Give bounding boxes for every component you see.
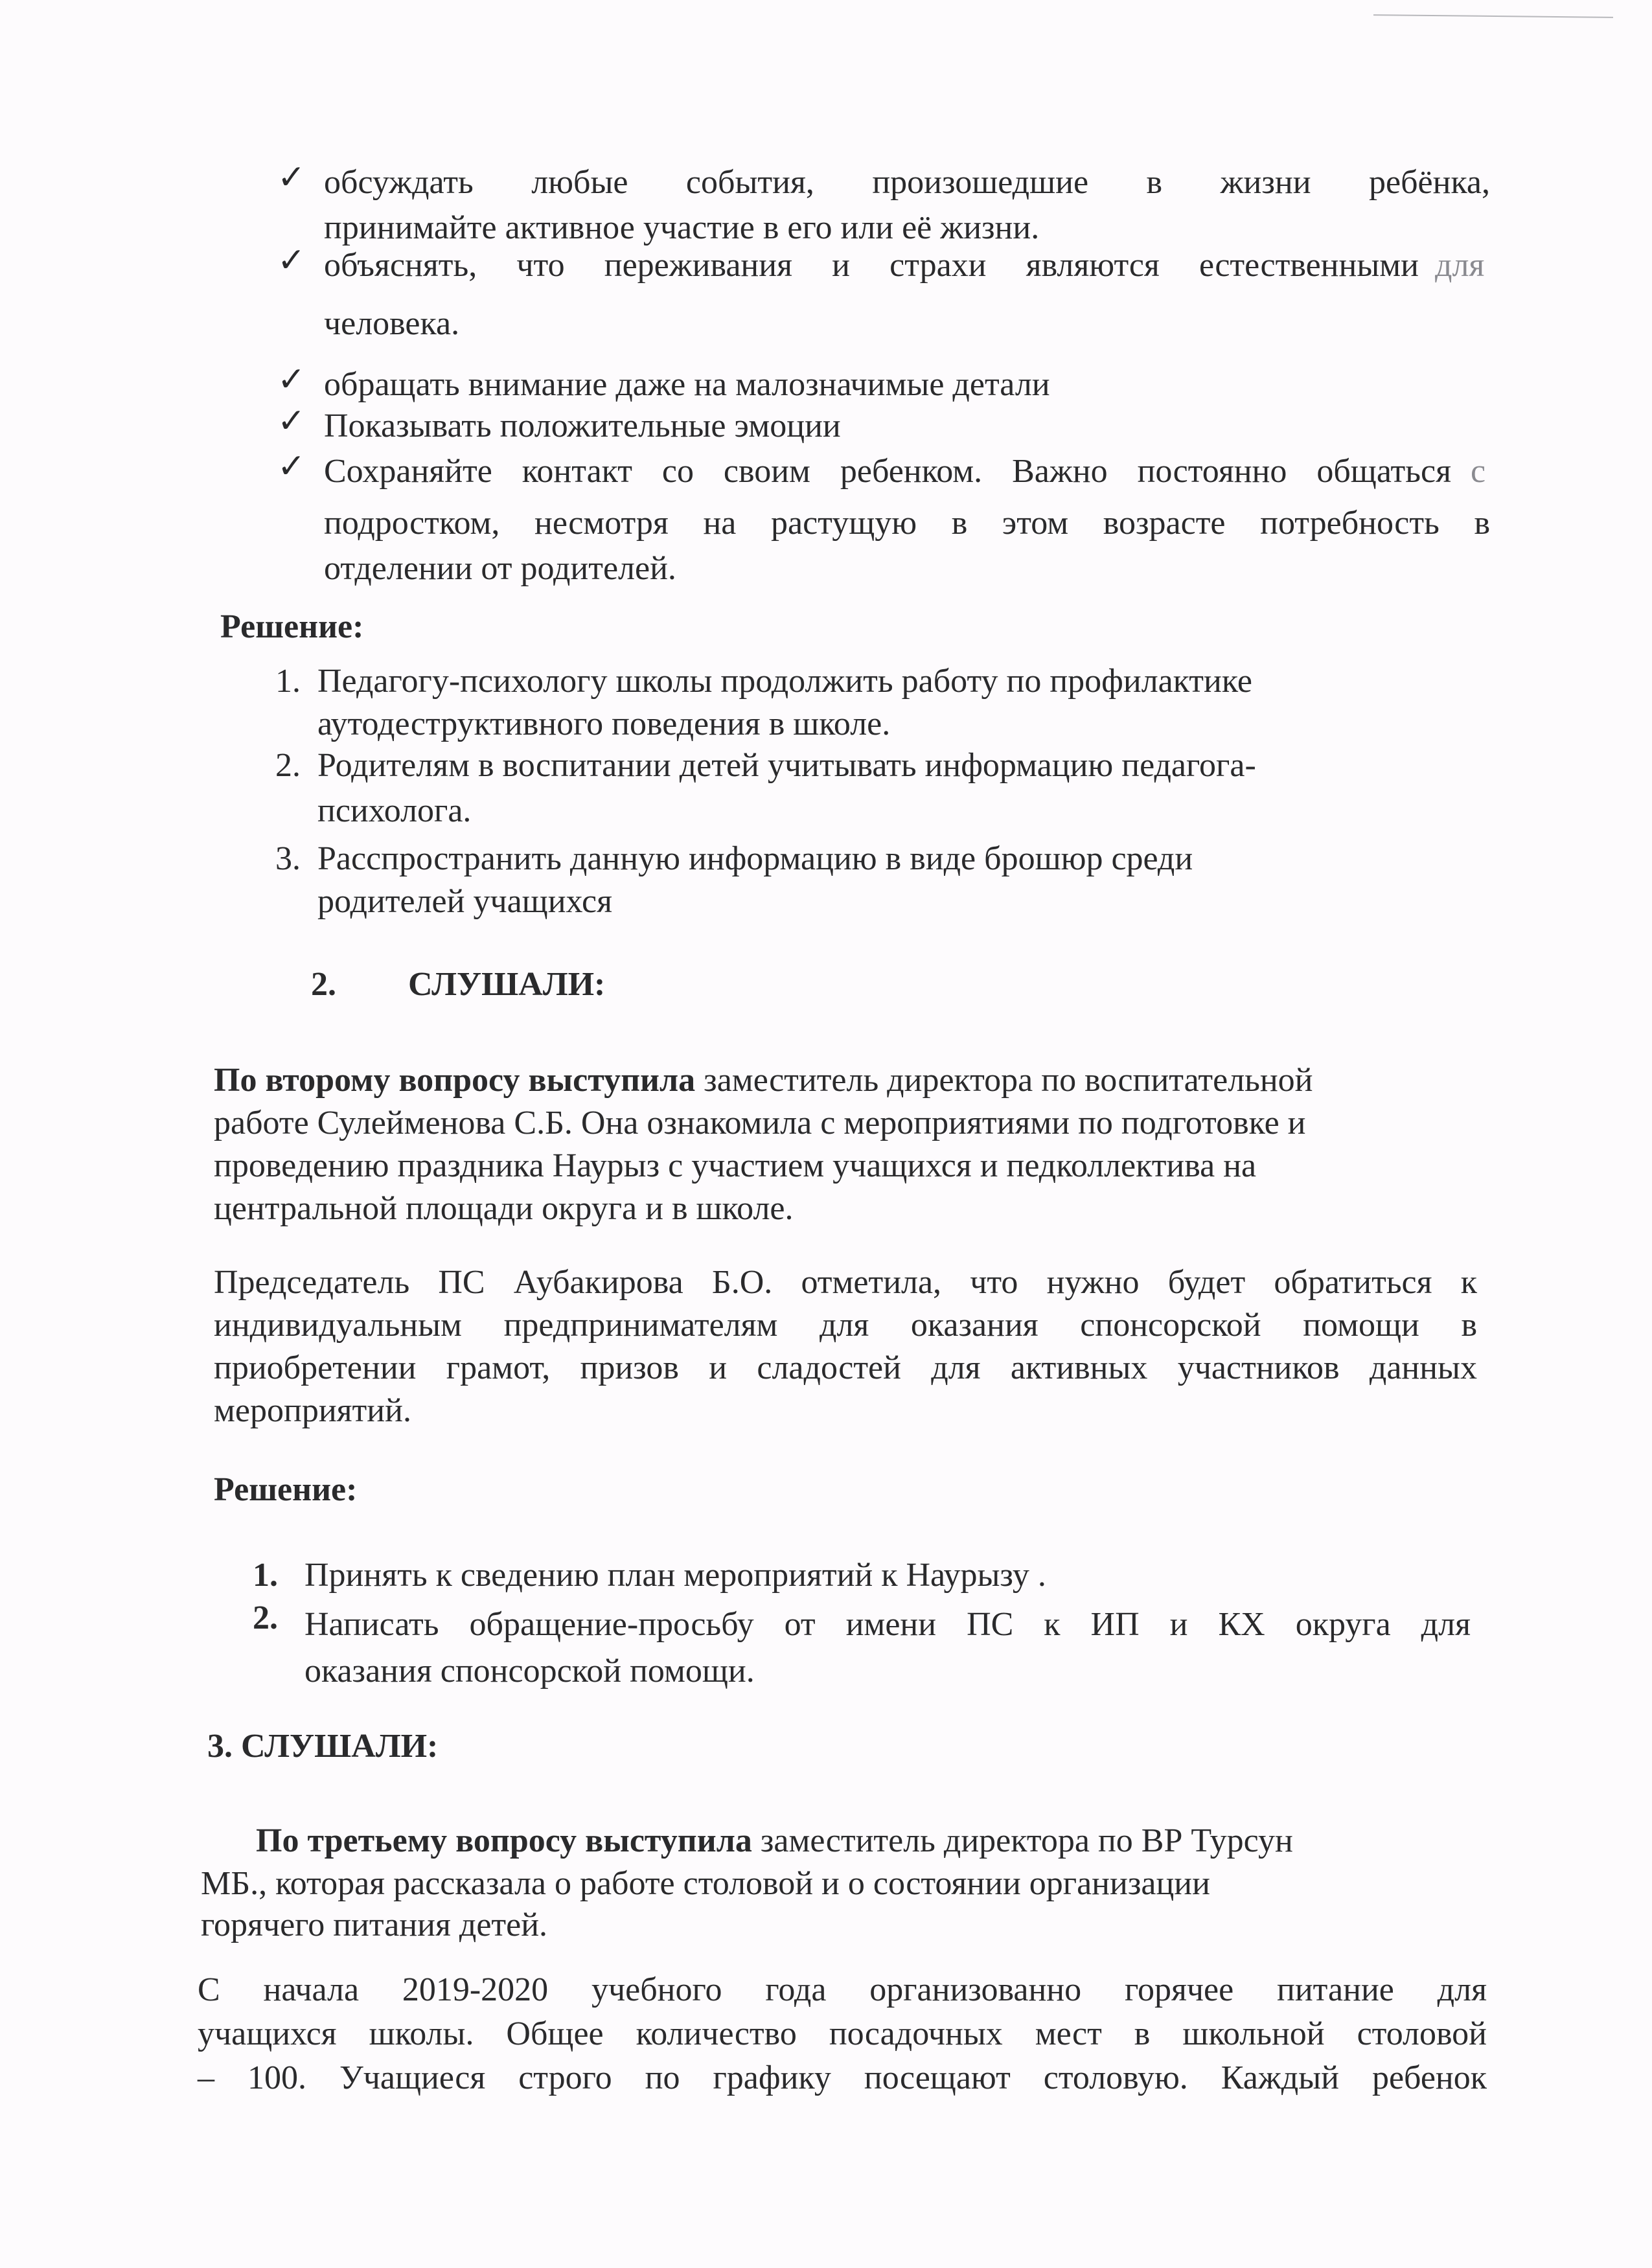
decision2-item-1-line-1: Принять к сведению план мероприятий к Наурызу .: [304, 1557, 1046, 1594]
bullet-5-line-3: отделении от родителей.: [324, 550, 676, 587]
speaker-intro: По третьему вопросу выступила: [256, 1822, 752, 1859]
check-icon: ✓: [277, 241, 306, 280]
section2-p1-line-3: проведению праздника Наурыз с участием учащихся и педколлектива на: [214, 1147, 1257, 1184]
item-number: 2.: [253, 1599, 278, 1636]
scan-edge-line: [1373, 14, 1613, 18]
bullet-1-line-1: обсуждать любые события, произошедшие в жизни ребёнка,: [324, 164, 1490, 201]
check-icon: ✓: [277, 158, 306, 197]
check-icon: ✓: [277, 402, 306, 441]
decision2-item-2-line-2: оказания спонсорской помощи.: [304, 1653, 755, 1690]
decision1-item-3-line-1: Расспространить данную информацию в виде брошюр среди: [317, 840, 1193, 877]
decision-heading: Решение:: [214, 1471, 358, 1508]
section2-p1-line-1: По второму вопросу выступила заместитель директора по воспитательной: [214, 1062, 1313, 1099]
check-icon: ✓: [277, 360, 306, 399]
decision2-item-2-line-1: Написать обращение-просьбу от имени ПС к ИП и КХ округа для: [304, 1606, 1471, 1643]
bullet-5-tail: с: [1471, 453, 1486, 490]
bullet-2-tail: для: [1435, 247, 1485, 284]
bullet-1-line-2: принимайте активное участие в его или её жизни.: [324, 209, 1040, 246]
section3-p1-line-3: горячего питания детей.: [201, 1907, 548, 1943]
decision1-item-1-line-2: аутодеструктивного поведения в школе.: [317, 705, 891, 742]
decision1-item-1-line-1: Педагогу-психологу школы продолжить работу по профилактике: [317, 663, 1252, 700]
decision1-item-2-line-1: Родителям в воспитании детей учитывать информацию педагога-: [317, 747, 1256, 784]
section2-p1-line-4: центральной площади округа и в школе.: [214, 1190, 794, 1227]
item-number: 2.: [275, 747, 301, 784]
bullet-4-line-1: Показывать положительные эмоции: [324, 407, 841, 444]
section-title: 3. СЛУШАЛИ:: [207, 1728, 439, 1765]
bullet-3-line-1: обращать внимание даже на малозначимые детали: [324, 366, 1050, 403]
section3-p1-line-2: МБ., которая рассказала о работе столовой и о состоянии организации: [201, 1865, 1210, 1902]
section3-p1-line-1: По третьему вопросу выступила заместитель директора по ВР Турсун: [256, 1822, 1293, 1859]
section-title: СЛУШАЛИ:: [408, 966, 606, 1003]
bullet-2-line-2: человека.: [324, 305, 460, 342]
section3-p2-line-1: С начала 2019-2020 учебного года организованно горячее питание для: [198, 1971, 1487, 2008]
section2-p2-line-2: индивидуальным предпринимателям для оказания спонсорской помощи в: [214, 1307, 1477, 1344]
bullet-5-line-2: подростком, несмотря на растущую в этом возрасте потребность в: [324, 505, 1490, 542]
section2-p2-line-3: приобретении грамот, призов и сладостей для активных участников данных: [214, 1349, 1477, 1386]
section3-p2-line-2: учащихся школы. Общее количество посадочных мест в школьной столовой: [198, 2015, 1487, 2052]
section2-p1-line-2: работе Сулейменова С.Б. Она ознакомила с мероприятиями по подготовке и: [214, 1105, 1306, 1141]
section2-p2-line-1: Председатель ПС Аубакирова Б.О. отметила, что нужно будет обратиться к: [214, 1264, 1477, 1301]
decision1-item-3-line-2: родителей учащихся: [317, 883, 613, 920]
bullet-2-line-1: объяснять, что переживания и страхи являются естественными: [324, 247, 1419, 284]
item-number: 1.: [253, 1557, 278, 1594]
bullet-5-line-1: Сохраняйте контакт со своим ребенком. Важно постоянно общаться: [324, 453, 1451, 490]
section3-p2-line-3: – 100. Учащиеся строго по графику посещают столовую. Каждый ребенок: [198, 2059, 1487, 2096]
check-icon: ✓: [277, 447, 306, 486]
decision-heading: Решение:: [220, 608, 364, 645]
speaker-intro: По второму вопросу выступила: [214, 1062, 696, 1099]
decision1-item-2-line-2: психолога.: [317, 792, 472, 829]
item-number: 1.: [275, 663, 301, 700]
section-number: 2.: [311, 966, 336, 1003]
item-number: 3.: [275, 840, 301, 877]
section2-p2-line-4: мероприятий.: [214, 1392, 411, 1429]
